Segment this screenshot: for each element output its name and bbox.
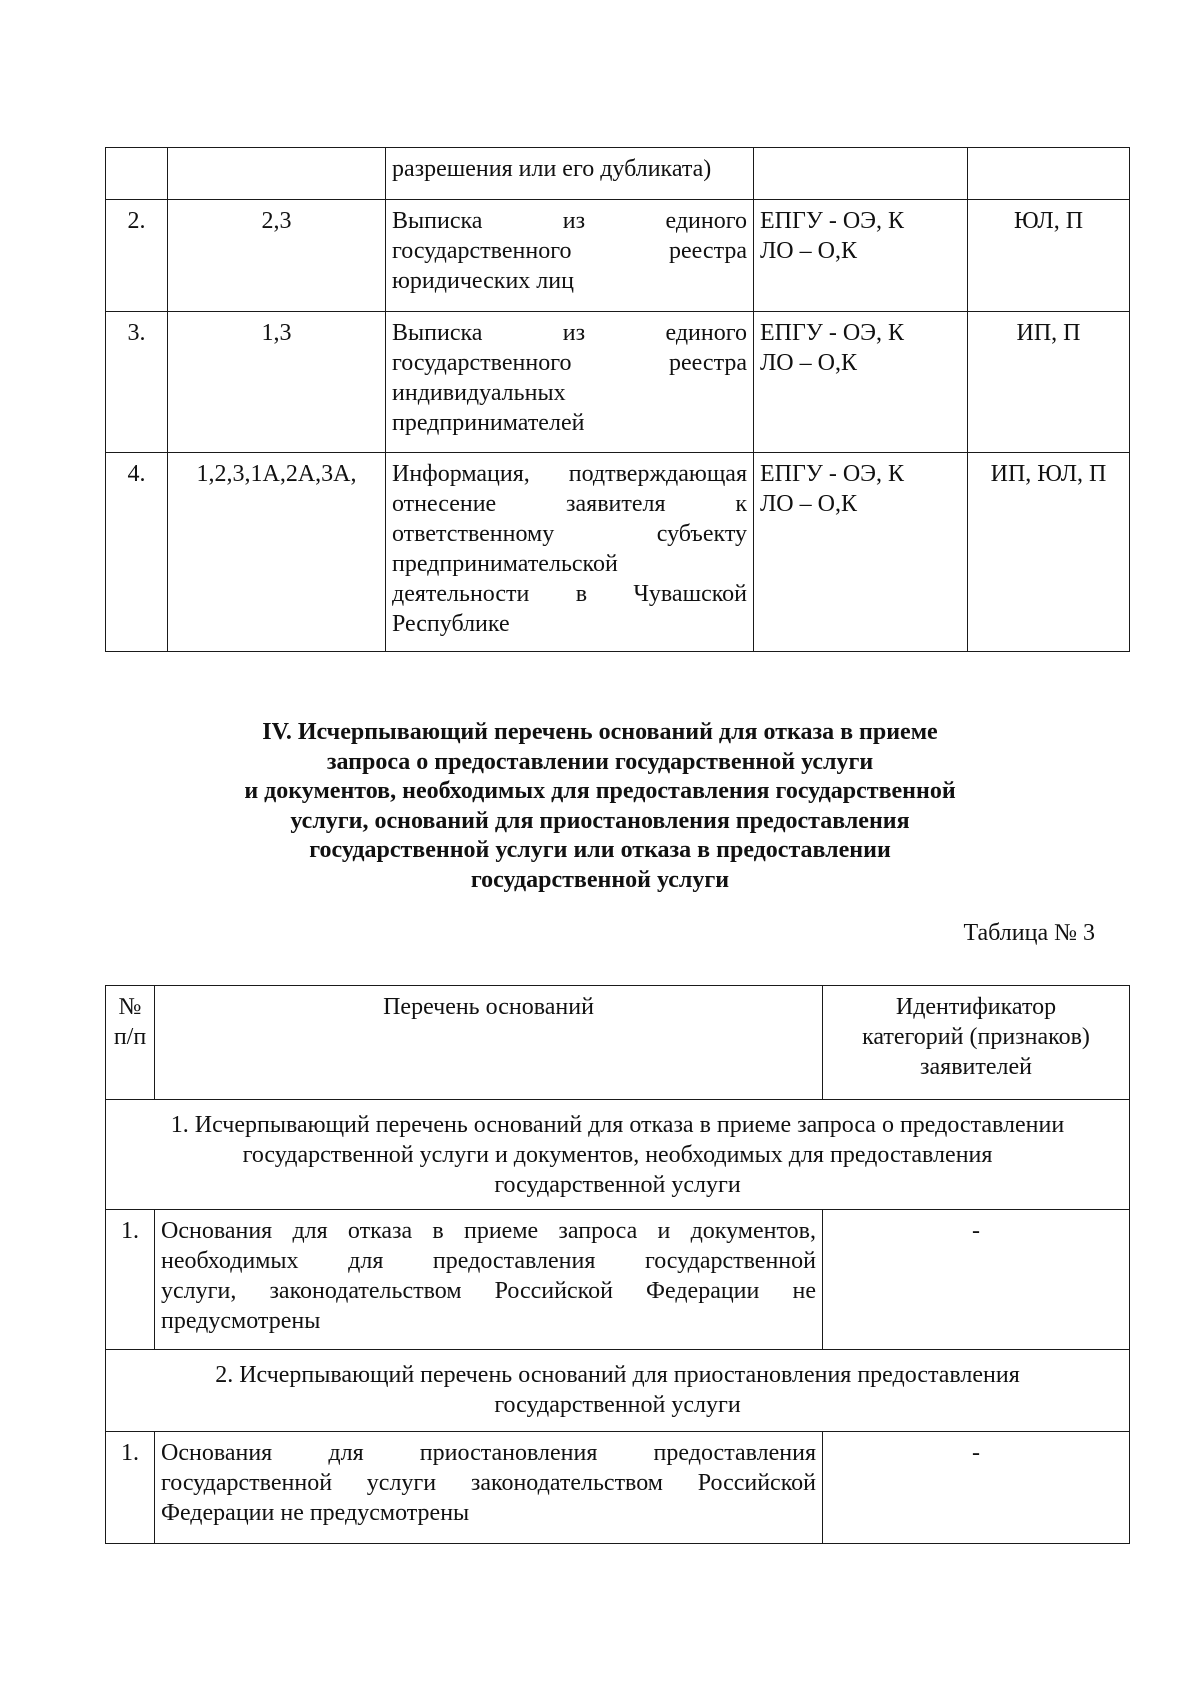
applicant-category: ЮЛ, П: [968, 200, 1130, 312]
category-ids: 1,3: [168, 312, 386, 453]
document-name: разрешения или его дубликата): [386, 148, 754, 200]
row-number: 3.: [106, 312, 168, 453]
grounds-text: Основания для приостановления предоставления государственной услуги законодательством Российской Федерации не предусмотрены: [155, 1432, 823, 1544]
applicant-category: ИП, П: [968, 312, 1130, 453]
document-name: Информация, подтверждающая отнесение заявителя к ответственному субъекту предпринимательской деятельности в Чувашской Республике: [386, 453, 754, 652]
section-title: 1. Исчерпывающий перечень оснований для отказа в приеме запроса о предоставлении государственной услуги и документов, необходимых для предоставления государственной услуги: [106, 1100, 1130, 1210]
document-name: Выписка из единого государственного реестра юридических лиц: [386, 200, 754, 312]
table-header-row: [106, 986, 1130, 1100]
applicant-category: ИП, ЮЛ, П: [968, 453, 1130, 652]
category-ids: 2,3: [168, 200, 386, 312]
category-ids: [168, 148, 386, 200]
document-source: ЕПГУ - ОЭ, К ЛО – О,К: [754, 200, 968, 312]
row-number: 4.: [106, 453, 168, 652]
section-row: [106, 1350, 1130, 1432]
row-number: [106, 148, 168, 200]
table-row: [106, 1432, 1130, 1544]
table-caption: Таблица № 3: [963, 920, 1095, 946]
section-heading: IV. Исчерпывающий перечень оснований для отказа в приеме запроса о предоставлении государственной услуги и документов, необходимых для предоставления государственной услуги, оснований для приостановления предоставления государственной услуги или отказа в предоставлении государственной услуги: [244, 719, 956, 893]
table-row: [106, 453, 1130, 652]
header-reasons: Перечень оснований: [155, 986, 823, 1100]
document-source: [754, 148, 968, 200]
identifier-value: -: [823, 1210, 1130, 1350]
document-name: Выписка из единого государственного реестра индивидуальных предпринимателей: [386, 312, 754, 453]
document-source: ЕПГУ - ОЭ, К ЛО – О,К: [754, 312, 968, 453]
header-identifier: Идентификатор категорий (признаков) заявителей: [823, 986, 1130, 1100]
row-number: 2.: [106, 200, 168, 312]
row-number: 1.: [106, 1432, 155, 1544]
table-row: [106, 148, 1130, 200]
table-row: [106, 200, 1130, 312]
grounds-text: Основания для отказа в приеме запроса и документов, необходимых для предоставления государственной услуги, законодательством Российской Федерации не предусмотрены: [155, 1210, 823, 1350]
table-row: [106, 312, 1130, 453]
documents-table: [105, 147, 1130, 652]
header-number: № п/п: [106, 986, 155, 1100]
row-number: 1.: [106, 1210, 155, 1350]
section-title: 2. Исчерпывающий перечень оснований для приостановления предоставления государственной услуги: [106, 1350, 1130, 1432]
section-row: [106, 1100, 1130, 1210]
table-row: [106, 1210, 1130, 1350]
applicant-category: [968, 148, 1130, 200]
category-ids: 1,2,3,1А,2А,3А,: [168, 453, 386, 652]
identifier-value: -: [823, 1432, 1130, 1544]
document-source: ЕПГУ - ОЭ, К ЛО – О,К: [754, 453, 968, 652]
grounds-table: [105, 985, 1130, 1544]
